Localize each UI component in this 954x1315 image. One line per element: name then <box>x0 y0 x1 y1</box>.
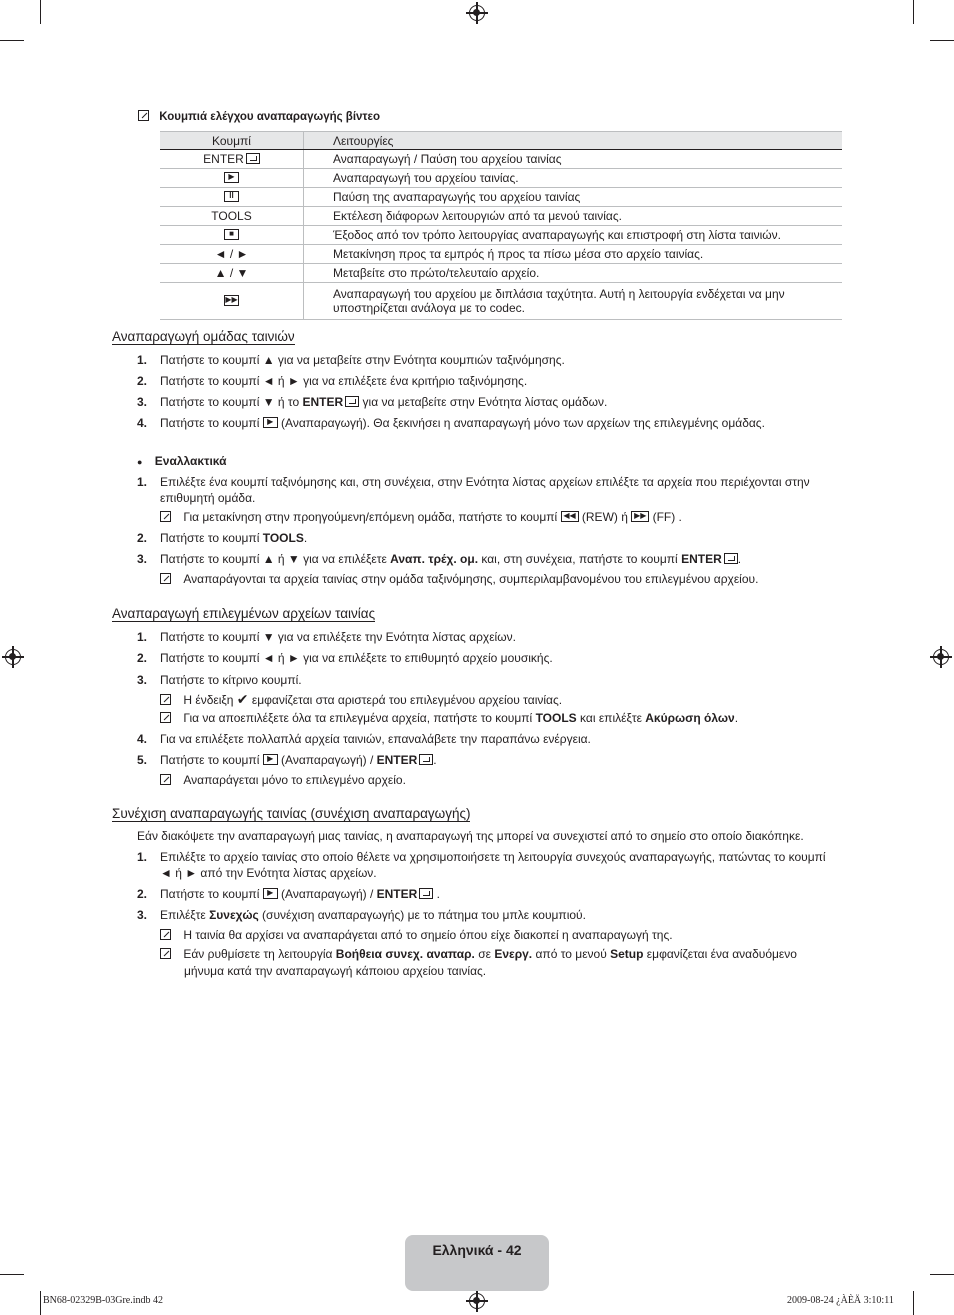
crop-mark <box>40 1291 41 1315</box>
note-icon <box>160 948 171 959</box>
table-row <box>160 188 842 207</box>
table-row <box>160 150 842 169</box>
button-cell: ▲ / ▼ <box>160 264 304 283</box>
function-cell: Εκτέλεση διάφορων λειτουργιών από τα μενού ταινίας. <box>304 207 843 226</box>
crop-mark <box>913 0 914 24</box>
note-icon <box>160 573 171 584</box>
rewind-icon: ◀◀ <box>561 511 579 522</box>
table-row <box>160 264 842 283</box>
enter-icon <box>724 553 738 564</box>
section-title: Αναπαραγωγή επιλεγμένων αρχείων ταινίας <box>112 606 376 621</box>
function-cell: Αναπαραγωγή του αρχείου ταινίας. <box>304 169 843 188</box>
fast-forward-icon: ▶▶ <box>631 511 649 522</box>
play-icon: ▶ <box>263 754 278 765</box>
step-text: Πατήστε το κίτρινο κουμπί. <box>160 673 302 687</box>
column-header-button: Κουμπί <box>160 132 304 150</box>
table-row <box>160 207 842 226</box>
registration-mark-icon <box>469 1293 485 1309</box>
step-text: Πατήστε το κουμπί ◄ ή ► για να επιλέξετε ένα κριτήριο ταξινόμησης. <box>160 374 528 388</box>
note-icon <box>160 694 171 705</box>
enter-icon <box>246 153 260 164</box>
note-icon <box>160 712 171 723</box>
step-text: Πατήστε το κουμπί ▶ (Αναπαραγωγή) / ENTER . <box>160 887 440 901</box>
checkmark-icon: ✔ <box>236 691 249 707</box>
crop-mark <box>930 40 954 41</box>
play-icon: ▶ <box>224 172 239 183</box>
crop-mark <box>0 40 24 41</box>
note-icon <box>160 929 171 940</box>
button-cell: ◄ / ► <box>160 245 304 264</box>
table-row <box>160 226 842 245</box>
section-title: Συνέχιση αναπαραγωγής ταινίας (συνέχιση αναπαραγωγής) <box>112 806 471 821</box>
note-line: Εάν ρυθμίσετε τη λειτουργία Βοήθεια συνεχ. αναπαρ. σε Ενεργ. από το μενού Setup εμφανίζεται ένα αναδυόμενο <box>160 947 850 962</box>
table-row <box>160 169 842 188</box>
step-text: Πατήστε το κουμπί ▶ (Αναπαραγωγή) / ENTER . <box>160 753 437 767</box>
table-row <box>160 283 842 320</box>
table-caption: Κουμπιά ελέγχου αναπαραγωγής βίντεο <box>138 110 380 125</box>
crop-mark <box>913 1291 914 1315</box>
bullet-heading: ● Εναλλακτικά <box>137 454 227 468</box>
function-cell: Αναπαραγωγή / Παύση του αρχείου ταινίας <box>304 150 843 169</box>
step-text: Πατήστε το κουμπί ▲ ή ▼ για να επιλέξετε Αναπ. τρέχ. ομ. και, στη συνέχεια, πατήστε το κουμπί ENTER . <box>160 552 742 566</box>
note-line: Αναπαράγεται μόνο το επιλεγμένο αρχείο. <box>160 773 406 788</box>
page-number-tab <box>405 1235 549 1291</box>
column-header-function: Λειτουργίες <box>304 132 843 150</box>
crop-mark <box>0 1274 24 1275</box>
table-row <box>160 245 842 264</box>
step-text: Πατήστε το κουμπί ◄ ή ► για να επιλέξετε το επιθυμητό αρχείο μουσικής. <box>160 651 553 665</box>
function-cell: Έξοδος από τον τρόπο λειτουργίας αναπαραγωγής και επιστροφή στη λίστα ταινιών. <box>304 226 843 245</box>
button-cell <box>160 283 304 320</box>
bullet-icon: ● <box>137 457 143 467</box>
function-cell: Μεταβείτε στο πρώτο/τελευταίο αρχείο. <box>304 264 843 283</box>
function-cell: Παύση της αναπαραγωγής του αρχείου ταινίας <box>304 188 843 207</box>
enter-icon <box>419 754 433 765</box>
step-text: Πατήστε το κουμπί ▲ για να μεταβείτε στην Ενότητα κουμπιών ταξινόμησης. <box>160 353 565 367</box>
note-line-continued: μήνυμα κατά την αναπαραγωγή κάποιου αρχείου ταινίας. <box>184 964 487 978</box>
note-line: Για μετακίνηση στην προηγούμενη/επόμενη ομάδα, πατήστε το κουμπί ◀◀ (REW) ή ▶▶ (FF) . <box>160 510 682 525</box>
play-icon: ▶ <box>263 888 278 899</box>
note-line: Η ταινία θα αρχίσει να αναπαράγεται από το σημείο όπου είχε διακοπεί η αναπαραγωγή της. <box>160 928 673 943</box>
enter-icon <box>419 888 433 899</box>
step-text: Πατήστε το κουμπί ▶ (Αναπαραγωγή). Θα ξεκινήσει η αναπαραγωγή μόνο των αρχείων της επιλεγμένης ομάδας. <box>160 416 765 430</box>
crop-mark <box>40 0 41 24</box>
step-text: Επιλέξτε Συνεχώς (συνέχιση αναπαραγωγής) με το πάτημα του μπλε κουμπιού. <box>160 908 586 922</box>
note-icon <box>160 511 171 522</box>
note-icon <box>160 774 171 785</box>
slug-right: 2009-08-24 ¿ÀÈÄ 3:10:11 <box>787 1295 894 1306</box>
registration-mark-icon <box>469 5 485 21</box>
table-header-row <box>160 132 842 150</box>
note-line: Η ένδειξη ✔ εμφανίζεται στα αριστερά του επιλεγμένου αρχείου ταινίας. <box>160 692 562 708</box>
button-cell <box>160 226 304 245</box>
button-cell <box>160 188 304 207</box>
button-cell <box>160 169 304 188</box>
step-text: Πατήστε το κουμπί ▼ για να επιλέξετε την Ενότητα λίστας αρχείων. <box>160 630 516 644</box>
enter-icon <box>345 396 359 407</box>
step-text: Πατήστε το κουμπί TOOLS. <box>160 531 308 545</box>
slug-left: BN68-02329B-03Gre.indb 42 <box>43 1295 163 1306</box>
function-cell: Αναπαραγωγή του αρχείου με διπλάσια ταχύτητα. Αυτή η λειτουργία ενδέχεται να μην υποστηρίζεται ανάλογα με το codec. <box>304 283 843 320</box>
play-icon: ▶ <box>263 417 278 428</box>
video-controls-table <box>160 131 842 320</box>
section-title: Αναπαραγωγή ομάδας ταινιών <box>112 329 295 344</box>
step-text: Για να επιλέξετε πολλαπλά αρχεία ταινιών, επαναλάβετε την παραπάνω ενέργεια. <box>160 732 591 746</box>
note-icon <box>138 110 149 121</box>
button-cell: TOOLS <box>160 207 304 226</box>
function-cell: Μετακίνηση προς τα εμπρός ή προς τα πίσω μέσα στο αρχείο ταινίας. <box>304 245 843 264</box>
intro-text: Εάν διακόψετε την αναπαραγωγή μιας ταινίας, η αναπαραγωγή της μπορεί να συνεχιστεί από το σημείο στο οποίο διακόπηκε. <box>137 829 804 843</box>
button-cell: ENTER <box>160 150 304 169</box>
crop-mark <box>930 1274 954 1275</box>
registration-mark-icon <box>933 649 949 665</box>
note-line: Αναπαράγονται τα αρχεία ταινίας στην ομάδα ταξινόμησης, συμπεριλαμβανομένου του επιλεγμένου αρχείου. <box>160 572 758 587</box>
step-text: Επιλέξτε ένα κουμπί ταξινόμησης και, στη συνέχεια, στην Ενότητα λίστας αρχείων επιλέξτε τα αρχεία που περιέχονται στην επιθυμητή ομάδα. <box>160 475 810 505</box>
page-number: Ελληνικά - 42 <box>432 1242 522 1258</box>
pause-icon: ll <box>224 191 239 202</box>
fast-forward-icon: ▶▶ <box>225 295 238 304</box>
step-text: Επιλέξτε το αρχείο ταινίας στο οποίο θέλετε να χρησιμοποιήσετε τη λειτουργία συνεχούς αναπαραγωγής, πατώντας το κουμπί ◄ ή ► από την Ενότητα λίστας αρχείων. <box>160 850 826 880</box>
stop-icon: ■ <box>224 229 239 240</box>
step-text: Πατήστε το κουμπί ▼ ή το ENTER για να μεταβείτε στην Ενότητα λίστας ομάδων. <box>160 395 608 409</box>
registration-mark-icon <box>5 649 21 665</box>
note-line: Για να αποεπιλέξετε όλα τα επιλεγμένα αρχεία, πατήστε το κουμπί TOOLS και επιλέξτε Ακύρωση όλων. <box>160 711 738 726</box>
